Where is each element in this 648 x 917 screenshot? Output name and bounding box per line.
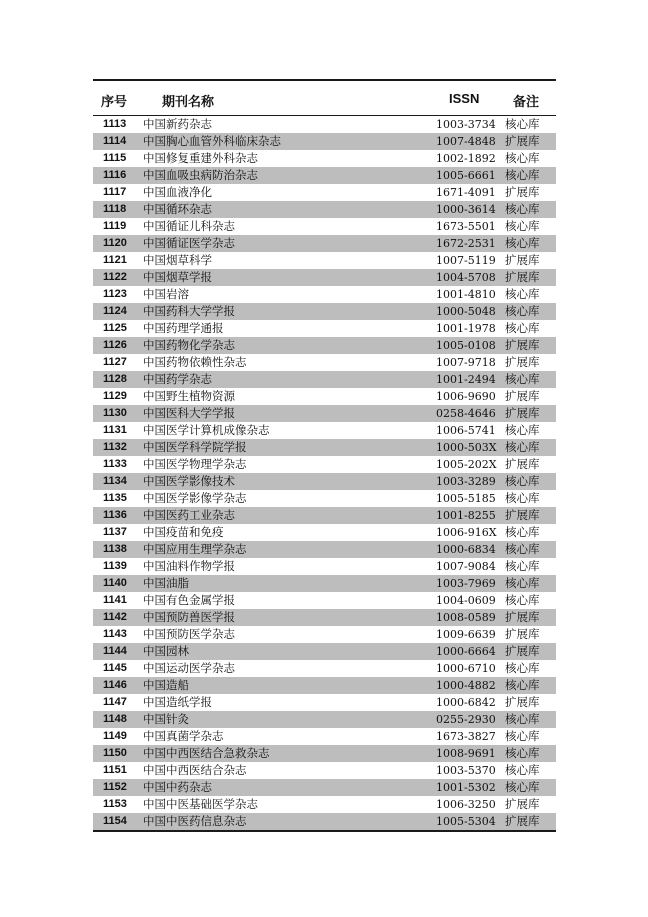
cell-seq: 1114: [103, 135, 127, 147]
cell-seq: 1134: [103, 475, 127, 487]
cell-seq: 1145: [103, 662, 127, 674]
table-row: [93, 320, 556, 337]
table-row: [93, 796, 556, 813]
cell-journal-name: 中国药科大学学报: [143, 304, 235, 318]
cell-note: 扩展库: [505, 270, 540, 284]
cell-issn: 1007-9718: [436, 356, 496, 369]
cell-journal-name: 中国医学影像技术: [143, 474, 235, 488]
cell-journal-name: 中国中药杂志: [143, 780, 212, 794]
cell-seq: 1113: [103, 118, 127, 130]
cell-note: 核心库: [505, 236, 540, 250]
table-row: [93, 456, 556, 473]
table-row: [93, 252, 556, 269]
cell-journal-name: 中国应用生理学杂志: [143, 542, 247, 556]
table-row: [93, 201, 556, 218]
cell-note: 核心库: [505, 168, 540, 182]
cell-note: 扩展库: [505, 457, 540, 471]
cell-issn: 1001-5302: [436, 781, 496, 794]
cell-issn: 1006-916X: [436, 526, 497, 539]
cell-issn: 1001-2494: [436, 373, 496, 386]
cell-journal-name: 中国烟草学报: [143, 270, 212, 284]
cell-note: 核心库: [505, 576, 540, 590]
table-row: [93, 779, 556, 796]
cell-journal-name: 中国预防兽医学报: [143, 610, 235, 624]
cell-seq: 1131: [103, 424, 127, 436]
table-row: [93, 473, 556, 490]
cell-seq: 1123: [103, 288, 127, 300]
cell-issn: 1007-4848: [436, 135, 496, 148]
cell-seq: 1144: [103, 645, 127, 657]
table-row: [93, 371, 556, 388]
cell-seq: 1146: [103, 679, 127, 691]
header-issn: ISSN: [449, 91, 480, 106]
cell-journal-name: 中国中西医结合杂志: [143, 763, 247, 777]
cell-note: 核心库: [505, 678, 540, 692]
cell-note: 扩展库: [505, 389, 540, 403]
journal-table: [93, 79, 556, 832]
table-row: [93, 575, 556, 592]
cell-journal-name: 中国胸心血管外科临床杂志: [143, 134, 281, 148]
cell-seq: 1143: [103, 628, 127, 640]
cell-seq: 1147: [103, 696, 127, 708]
cell-seq: 1132: [103, 441, 127, 453]
cell-note: 核心库: [505, 661, 540, 675]
cell-note: 扩展库: [505, 134, 540, 148]
cell-seq: 1141: [103, 594, 127, 606]
table-header: [93, 81, 556, 116]
cell-issn: 1008-0589: [436, 611, 496, 624]
cell-issn: 1005-6661: [436, 169, 496, 182]
cell-issn: 1000-3614: [436, 203, 496, 216]
cell-seq: 1148: [103, 713, 127, 725]
cell-journal-name: 中国疫苗和免疫: [143, 525, 224, 539]
cell-note: 核心库: [505, 474, 540, 488]
cell-journal-name: 中国药物化学杂志: [143, 338, 235, 352]
table-row: [93, 813, 556, 830]
cell-issn: 1000-6834: [436, 543, 496, 556]
cell-issn: 1009-6639: [436, 628, 496, 641]
cell-issn: 1001-4810: [436, 288, 496, 301]
cell-note: 核心库: [505, 219, 540, 233]
cell-note: 扩展库: [505, 338, 540, 352]
cell-journal-name: 中国医学计算机成像杂志: [143, 423, 270, 437]
table-row: [93, 541, 556, 558]
table-row: [93, 490, 556, 507]
cell-journal-name: 中国油脂: [143, 576, 189, 590]
cell-seq: 1126: [103, 339, 127, 351]
cell-note: 核心库: [505, 423, 540, 437]
cell-note: 核心库: [505, 117, 540, 131]
cell-note: 核心库: [505, 202, 540, 216]
bottom-rule: [93, 830, 556, 832]
cell-note: 扩展库: [505, 253, 540, 267]
cell-journal-name: 中国医科大学学报: [143, 406, 235, 420]
table-row: [93, 745, 556, 762]
cell-journal-name: 中国医学物理学杂志: [143, 457, 247, 471]
cell-issn: 0255-2930: [436, 713, 496, 726]
cell-journal-name: 中国血吸虫病防治杂志: [143, 168, 258, 182]
cell-journal-name: 中国循环杂志: [143, 202, 212, 216]
cell-journal-name: 中国预防医学杂志: [143, 627, 235, 641]
cell-note: 扩展库: [505, 185, 540, 199]
cell-issn: 1001-8255: [436, 509, 496, 522]
cell-issn: 1006-3250: [436, 798, 496, 811]
cell-issn: 1005-5304: [436, 815, 496, 828]
cell-issn: 1672-2531: [436, 237, 496, 250]
table-row: [93, 337, 556, 354]
cell-note: 核心库: [505, 372, 540, 386]
cell-note: 核心库: [505, 763, 540, 777]
cell-note: 扩展库: [505, 644, 540, 658]
cell-journal-name: 中国野生植物资源: [143, 389, 235, 403]
cell-issn: 1004-0609: [436, 594, 496, 607]
cell-note: 扩展库: [505, 797, 540, 811]
cell-journal-name: 中国造纸学报: [143, 695, 212, 709]
cell-issn: 1000-5048: [436, 305, 496, 318]
cell-seq: 1154: [103, 815, 127, 827]
cell-seq: 1149: [103, 730, 127, 742]
table-row: [93, 184, 556, 201]
cell-issn: 1007-5119: [436, 254, 496, 267]
cell-seq: 1124: [103, 305, 127, 317]
cell-issn: 1000-4882: [436, 679, 496, 692]
cell-seq: 1152: [103, 781, 127, 793]
table-row: [93, 133, 556, 150]
cell-journal-name: 中国岩溶: [143, 287, 189, 301]
cell-journal-name: 中国中医药信息杂志: [143, 814, 247, 828]
cell-note: 核心库: [505, 304, 540, 318]
cell-seq: 1119: [103, 220, 127, 232]
table-row: [93, 643, 556, 660]
cell-journal-name: 中国循证儿科杂志: [143, 219, 235, 233]
cell-note: 核心库: [505, 780, 540, 794]
table-row: [93, 609, 556, 626]
cell-seq: 1127: [103, 356, 127, 368]
cell-journal-name: 中国针灸: [143, 712, 189, 726]
cell-seq: 1121: [103, 254, 127, 266]
cell-journal-name: 中国中医基础医学杂志: [143, 797, 258, 811]
cell-seq: 1135: [103, 492, 127, 504]
table-row: [93, 660, 556, 677]
cell-journal-name: 中国药理学通报: [143, 321, 224, 335]
cell-note: 核心库: [505, 321, 540, 335]
cell-journal-name: 中国新药杂志: [143, 117, 212, 131]
cell-seq: 1125: [103, 322, 127, 334]
table-row: [93, 116, 556, 133]
cell-note: 扩展库: [505, 406, 540, 420]
cell-seq: 1136: [103, 509, 127, 521]
cell-issn: 1007-9084: [436, 560, 496, 573]
cell-issn: 1003-7969: [436, 577, 496, 590]
cell-note: 核心库: [505, 712, 540, 726]
cell-issn: 1000-503X: [436, 441, 497, 454]
cell-issn: 1004-5708: [436, 271, 496, 284]
cell-journal-name: 中国药物依赖性杂志: [143, 355, 247, 369]
cell-issn: 1673-5501: [436, 220, 496, 233]
cell-seq: 1129: [103, 390, 127, 402]
cell-issn: 1003-3734: [436, 118, 496, 131]
cell-issn: 1006-9690: [436, 390, 496, 403]
table-row: [93, 711, 556, 728]
cell-issn: 1006-5741: [436, 424, 496, 437]
cell-seq: 1118: [103, 203, 127, 215]
header-journal-name: 期刊名称: [162, 94, 215, 109]
cell-journal-name: 中国造船: [143, 678, 189, 692]
cell-note: 核心库: [505, 151, 540, 165]
cell-note: 核心库: [505, 440, 540, 454]
table-row: [93, 694, 556, 711]
cell-note: 核心库: [505, 593, 540, 607]
cell-seq: 1151: [103, 764, 127, 776]
table-row: [93, 677, 556, 694]
cell-seq: 1128: [103, 373, 127, 385]
cell-note: 扩展库: [505, 695, 540, 709]
cell-issn: 0258-4646: [436, 407, 496, 420]
cell-note: 核心库: [505, 559, 540, 573]
header-seq: 序号: [101, 94, 128, 109]
cell-seq: 1122: [103, 271, 127, 283]
cell-note: 扩展库: [505, 627, 540, 641]
cell-issn: 1003-5370: [436, 764, 496, 777]
cell-seq: 1150: [103, 747, 127, 759]
cell-note: 扩展库: [505, 610, 540, 624]
table-row: [93, 524, 556, 541]
cell-issn: 1005-202X: [436, 458, 497, 471]
cell-journal-name: 中国修复重建外科杂志: [143, 151, 258, 165]
cell-journal-name: 中国医学科学院学报: [143, 440, 247, 454]
cell-note: 核心库: [505, 729, 540, 743]
cell-issn: 1001-1978: [436, 322, 496, 335]
cell-journal-name: 中国油料作物学报: [143, 559, 235, 573]
table-row: [93, 592, 556, 609]
table-row: [93, 728, 556, 745]
cell-seq: 1117: [103, 186, 127, 198]
cell-issn: 1000-6842: [436, 696, 496, 709]
cell-journal-name: 中国医学影像学杂志: [143, 491, 247, 505]
cell-issn: 1005-5185: [436, 492, 496, 505]
cell-journal-name: 中国循证医学杂志: [143, 236, 235, 250]
table-row: [93, 235, 556, 252]
cell-seq: 1138: [103, 543, 127, 555]
table-row: [93, 626, 556, 643]
cell-seq: 1116: [103, 169, 127, 181]
cell-issn: 1000-6710: [436, 662, 496, 675]
cell-note: 核心库: [505, 542, 540, 556]
cell-issn: 1673-3827: [436, 730, 496, 743]
cell-journal-name: 中国药学杂志: [143, 372, 212, 386]
table-row: [93, 439, 556, 456]
cell-note: 核心库: [505, 287, 540, 301]
cell-issn: 1671-4091: [436, 186, 496, 199]
cell-note: 扩展库: [505, 814, 540, 828]
table-row: [93, 507, 556, 524]
table-row: [93, 558, 556, 575]
table-row: [93, 422, 556, 439]
table-row: [93, 762, 556, 779]
table-row: [93, 405, 556, 422]
cell-issn: 1000-6664: [436, 645, 496, 658]
cell-journal-name: 中国医药工业杂志: [143, 508, 235, 522]
cell-issn: 1008-9691: [436, 747, 496, 760]
cell-journal-name: 中国有色金属学报: [143, 593, 235, 607]
cell-journal-name: 中国园林: [143, 644, 189, 658]
cell-issn: 1003-3289: [436, 475, 496, 488]
table-row: [93, 388, 556, 405]
table-row: [93, 167, 556, 184]
table-body: [93, 116, 556, 830]
cell-seq: 1140: [103, 577, 127, 589]
cell-seq: 1130: [103, 407, 127, 419]
cell-seq: 1137: [103, 526, 127, 538]
table-row: [93, 286, 556, 303]
cell-note: 扩展库: [505, 355, 540, 369]
cell-seq: 1142: [103, 611, 127, 623]
cell-seq: 1153: [103, 798, 127, 810]
table-row: [93, 218, 556, 235]
table-row: [93, 150, 556, 167]
cell-seq: 1133: [103, 458, 127, 470]
cell-issn: 1005-0108: [436, 339, 496, 352]
table-row: [93, 269, 556, 286]
cell-journal-name: 中国血液净化: [143, 185, 212, 199]
table-row: [93, 303, 556, 320]
cell-note: 扩展库: [505, 508, 540, 522]
table-row: [93, 354, 556, 371]
cell-seq: 1115: [103, 152, 127, 164]
cell-journal-name: 中国运动医学杂志: [143, 661, 235, 675]
cell-note: 核心库: [505, 491, 540, 505]
cell-seq: 1120: [103, 237, 127, 249]
cell-journal-name: 中国烟草科学: [143, 253, 212, 267]
cell-issn: 1002-1892: [436, 152, 496, 165]
header-note: 备注: [513, 94, 540, 109]
cell-journal-name: 中国中西医结合急救杂志: [143, 746, 270, 760]
cell-note: 核心库: [505, 746, 540, 760]
cell-note: 核心库: [505, 525, 540, 539]
cell-seq: 1139: [103, 560, 127, 572]
cell-journal-name: 中国真菌学杂志: [143, 729, 224, 743]
